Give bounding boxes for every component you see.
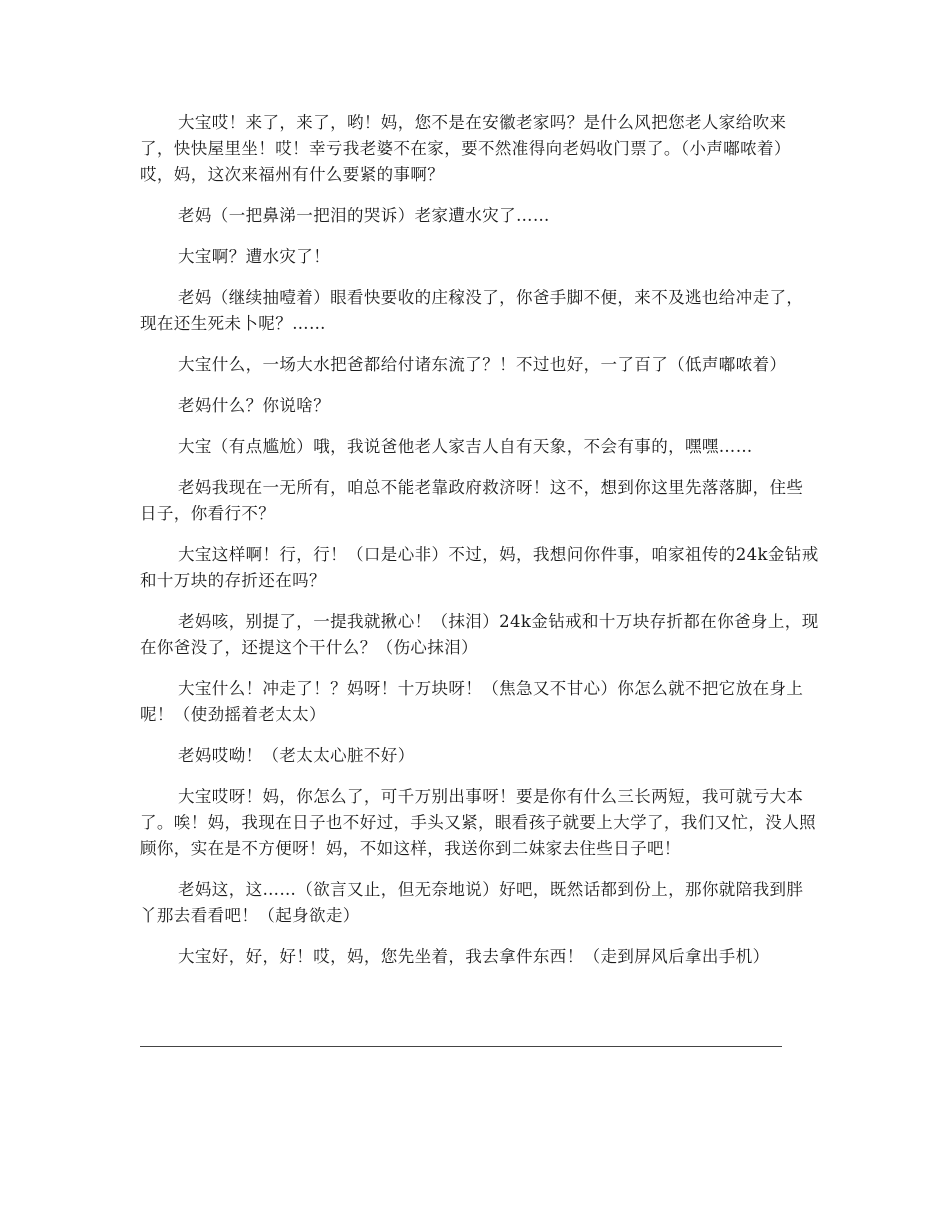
dialogue-paragraph: 老妈（继续抽噎着）眼看快要收的庄稼没了，你爸手脚不便，来不及逃也给冲走了，现在还生死未卜呢？…… bbox=[140, 288, 804, 333]
dialogue-paragraph: 老妈什么？你说啥？ bbox=[178, 396, 331, 415]
dialogue-paragraph: 大宝好，好，好！哎，妈，您先坐着，我去拿件东西！（走到屏风后拿出手机） bbox=[178, 947, 770, 966]
separator-line bbox=[140, 1046, 782, 1047]
dialogue-paragraph: 老妈我现在一无所有，咱总不能老靠政府救济呀！这不，想到你这里先落落脚，住些日子，你看行不？ bbox=[140, 478, 804, 523]
document-body bbox=[140, 110, 820, 985]
dialogue-paragraph: 老妈哎呦！（老太太心脏不好） bbox=[178, 746, 415, 765]
dialogue-paragraph: 老妈咳，别提了，一提我就揪心！（抹泪）24k金钻戒和十万块存折都在你爸身上，现在你爸没了，还提这个干什么？（伤心抹泪） bbox=[140, 612, 819, 657]
dialogue-paragraph: 大宝（有点尴尬）哦，我说爸他老人家吉人自有天象，不会有事的，嘿嘿…… bbox=[178, 437, 753, 456]
dialogue-paragraph: 大宝什么，一场大水把爸都给付诸东流了？！不过也好，一了百了（低声嘟哝着） bbox=[178, 355, 787, 374]
dialogue-paragraph: 大宝哎！来了，来了，哟！妈，您不是在安徽老家吗？是什么风把您老人家给吹来了，快快屋里坐！哎！幸亏我老婆不在家，要不然准得向老妈收门票了。（小声嘟哝着）哎，妈，这次来福州有什么要紧的事啊？ bbox=[140, 113, 791, 184]
dialogue-paragraph: 老妈（一把鼻涕一把泪的哭诉）老家遭水灾了…… bbox=[178, 206, 550, 225]
dialogue-paragraph: 老妈这，这……（欲言又止，但无奈地说）好吧，既然话都到份上，那你就陪我到胖丫那去看看吧！（起身欲走） bbox=[140, 880, 804, 925]
dialogue-paragraph: 大宝啊？遭水灾了！ bbox=[178, 247, 331, 266]
dialogue-paragraph: 大宝什么！冲走了！？妈呀！十万块呀！（焦急又不甘心）你怎么就不把它放在身上呢！（使劲摇着老太太） bbox=[140, 679, 804, 724]
dialogue-paragraph: 大宝哎呀！妈，你怎么了，可千万别出事呀！要是你有什么三长两短，我可就亏大本了。唉！妈，我现在日子也不好过，手头又紧，眼看孩子就要上大学了，我们又忙，没人照顾你，实在是不方便呀！妈，不如这样，我送你到二妹家去住些日子吧！ bbox=[140, 787, 816, 858]
dialogue-paragraph: 大宝这样啊！行，行！（口是心非）不过，妈，我想问你件事，咱家祖传的24k金钻戒和十万块的存折还在吗？ bbox=[140, 545, 819, 590]
